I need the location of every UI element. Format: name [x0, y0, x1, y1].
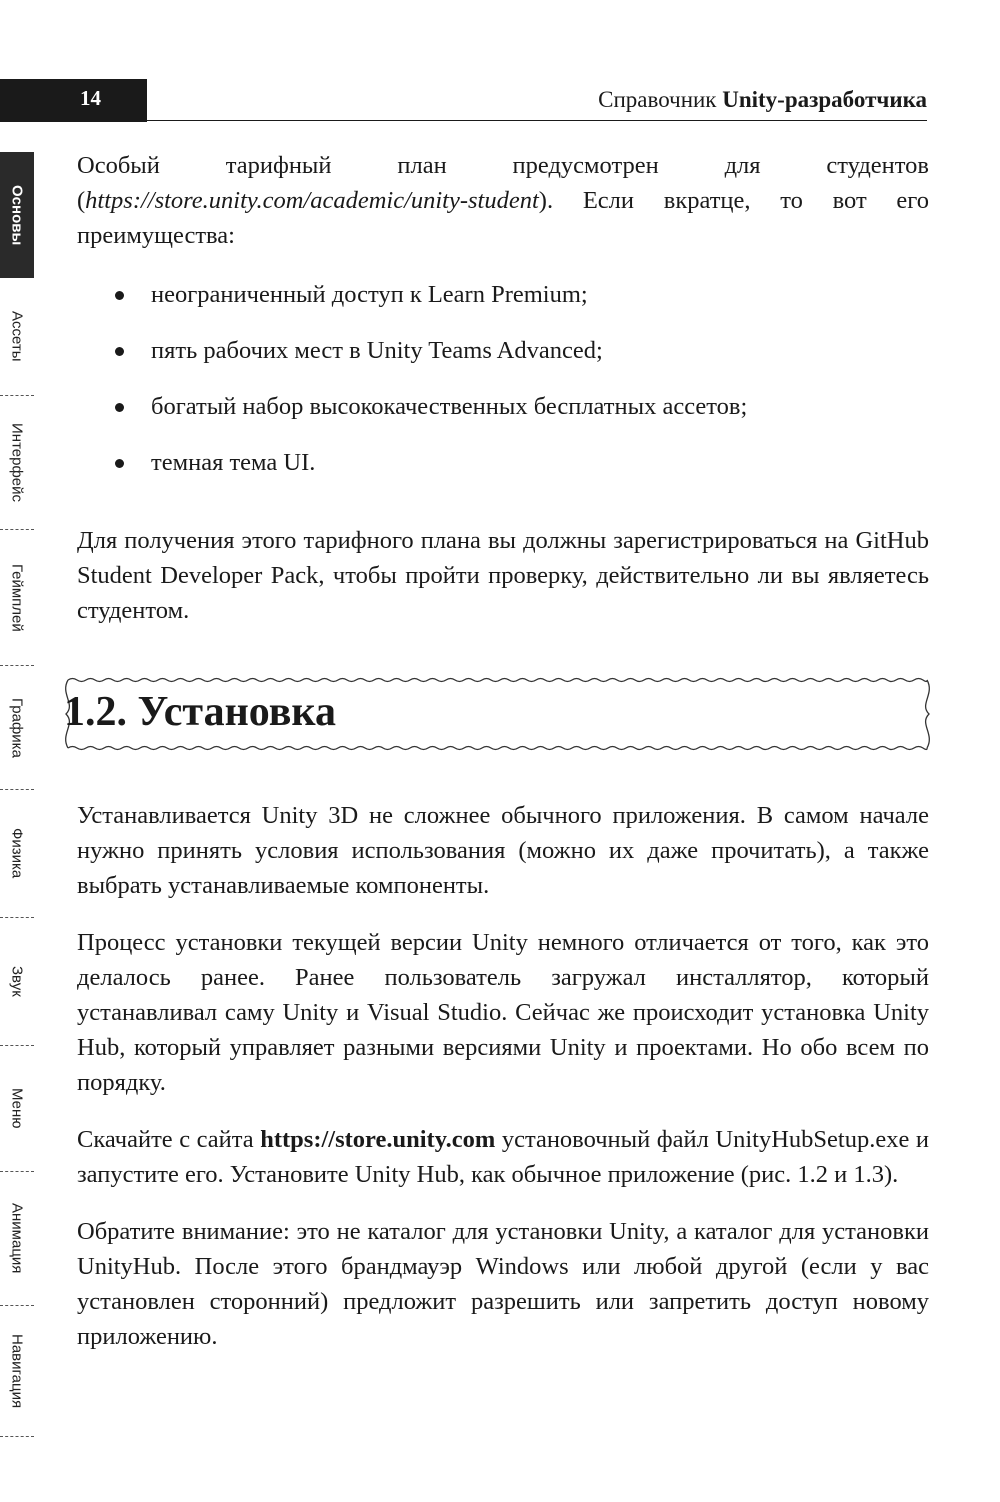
chapter-side-tabs — [0, 152, 34, 1437]
side-tab-zvuk[interactable] — [0, 918, 34, 1046]
side-tab-label: Анимация — [8, 1203, 26, 1274]
side-tab-animatsiya[interactable] — [0, 1172, 34, 1306]
student-plan-link[interactable]: https://store.unity.com/academic/unity-student — [85, 187, 539, 214]
intro-paragraph — [77, 148, 929, 253]
side-tab-interfeys[interactable] — [0, 396, 34, 530]
side-tab-grafika[interactable] — [0, 666, 34, 790]
side-tab-fizika[interactable] — [0, 790, 34, 918]
running-head-prefix: Справочник — [598, 87, 723, 112]
intro-text-before: Особый тарифный план предусмотрен для студентов ( — [77, 152, 929, 214]
benefits-list — [77, 277, 929, 501]
process-paragraph: Процесс установки текущей версии Unity немного отличается от того, как это делалось ранее. Ранее пользователь загружал инсталлятор, который устанавливал саму Unity и Visual Studio. Сейчас же происходит установка Unity Hub, который управляет разными версиями Unity и проектами. Но обо всем по порядку. — [77, 929, 929, 1096]
side-tab-label: Геймплей — [8, 563, 26, 632]
download-text-before: Скачайте с сайта — [77, 1126, 261, 1153]
side-tab-label: Интерфейс — [8, 422, 26, 502]
side-tab-geympley[interactable] — [0, 530, 34, 666]
list-item: темная тема UI. — [77, 445, 929, 501]
side-tab-menyu[interactable] — [0, 1046, 34, 1172]
side-tab-label: Физика — [8, 828, 26, 879]
page-content — [64, 148, 929, 1354]
list-item: пять рабочих мест в Unity Teams Advanced; — [77, 333, 929, 389]
side-tab-label: Основы — [8, 184, 26, 246]
side-tab-label: Графика — [8, 697, 26, 758]
install-paragraph: Устанавливается Unity 3D не сложнее обычного приложения. В самом начале нужно принять условия использования (можно их даже прочитать), а также выбрать устанавливаемые компоненты. — [77, 802, 929, 899]
running-head-bold: Unity-разработчика — [722, 87, 927, 112]
download-text-after: установочный файл UnityHubSetup.exe и запустите его. Установите Unity Hub, как обычное приложение (рис. 1.2 и 1.3). — [77, 1126, 929, 1188]
side-tab-label: Ассеты — [8, 311, 26, 362]
header-rule — [147, 120, 927, 121]
intro-text-after: ). Если вкратце, то вот его преимущества: — [77, 187, 929, 249]
store-link[interactable]: https://store.unity.com — [260, 1126, 496, 1153]
list-item: неограниченный доступ к Learn Premium; — [77, 277, 929, 333]
side-tab-label: Звук — [8, 966, 26, 997]
running-head — [598, 87, 927, 113]
side-tab-label: Меню — [8, 1088, 26, 1129]
section-title: 1.2. Установка — [64, 689, 336, 735]
side-tab-assety[interactable] — [0, 278, 34, 396]
page-number: 14 — [80, 86, 101, 110]
download-paragraph — [77, 1122, 929, 1192]
side-tab-osnovy[interactable] — [0, 152, 34, 278]
side-tab-label: Навигация — [8, 1333, 26, 1409]
side-tab-navigatsiya[interactable] — [0, 1306, 34, 1437]
page-number-block — [0, 79, 147, 122]
student-paragraph: Для получения этого тарифного плана вы должны зарегистрироваться на GitHub Student Developer Pack, чтобы пройти проверку, действительно ли вы являетесь студентом. — [77, 527, 929, 624]
section-heading-box — [60, 674, 935, 754]
list-item: богатый набор высококачественных бесплатных ассетов; — [77, 389, 929, 445]
attention-paragraph: Обратите внимание: это не каталог для установки Unity, а каталог для установки UnityHub. После этого брандмауэр Windows или любой другой (если у вас установлен сторонний) предложит разрешить или запретить доступ новому приложению. — [77, 1218, 929, 1350]
